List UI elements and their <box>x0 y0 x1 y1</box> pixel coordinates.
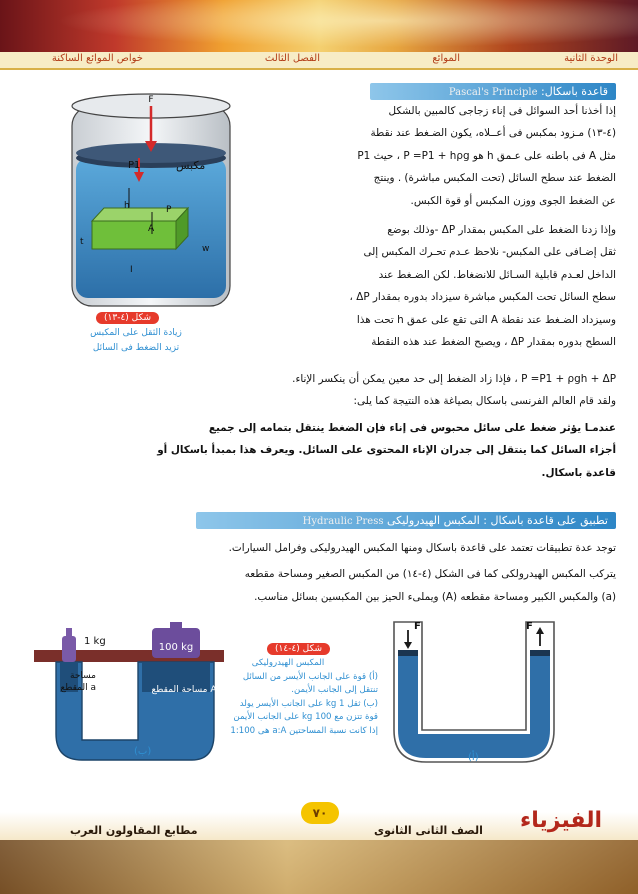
figure-4-14-caption-title: المكبس الهيدروليكى <box>251 658 325 668</box>
section-title-ar: تطبيق على قاعدة باسكال : المكبس الهيدروليكى <box>386 514 608 527</box>
footer-strip <box>0 840 638 894</box>
paragraph-line: الضغط عند سطح السائل (تحت المكبس مباشرة) . وينتج <box>373 172 616 185</box>
figure-4-13-caption-line: تزيد الضغط فى السائل <box>92 343 180 353</box>
figure-hydraulic-b <box>34 622 230 768</box>
label-t: t <box>80 237 84 247</box>
section-title-ar: قاعدة باسكال: <box>541 85 608 98</box>
tag-a: (أ) <box>468 752 479 763</box>
figure-4-14-caption-line: (ب) ثقل 1 kg على الجانب الأيسر يولد <box>239 698 378 709</box>
figure-4-14-caption-line: تنتقل إلى الجانب الأيمن. <box>291 685 378 695</box>
label-P1: P1 <box>128 160 141 171</box>
top-banner-glow <box>0 0 638 52</box>
label-w: w <box>202 244 210 254</box>
label-A: A <box>148 224 155 234</box>
paragraph-line: يتركب المكبس الهيدرولكى كما فى الشكل (٤-١٤) من المكبس الصغير ومساحة مقطعه <box>244 568 616 581</box>
pascal-statement: أجزاء السائل كما ينتقل إلى جدران الإناء المحتوى على السائل. ويعرف هذا بمبدأ باسكال أو <box>157 444 616 457</box>
figure-4-13-caption <box>76 326 196 356</box>
figure-hydraulic-a <box>390 618 558 768</box>
section-title-en: Hydraulic Press <box>302 516 384 527</box>
header-chapter: الفصل الثالث <box>264 53 320 64</box>
header-unit: الوحدة الثانية <box>564 53 618 64</box>
paragraph-line: وسيزداد الضـغط عند نقطة A التى تقع على عمق h تحت هذا <box>356 313 616 326</box>
paragraph-line: وإذا زدنا الضغط على المكبس بمقدار ΔP -وذلك بوضع <box>387 224 616 237</box>
paragraph-line: إذا أخذنا أحد السوائل فى إناء زجاجى كالمبين بالشكل <box>388 105 616 117</box>
section2-paragraph <box>56 537 616 608</box>
page-number: ٧٠ <box>301 802 339 824</box>
paragraph-line: توجد عدة تطبيقات تعتمد على قاعدة باسكال ومنها المكبس الهيدروليكى وفرامل السيارات. <box>228 542 616 554</box>
label-area-small-1: مساحة <box>70 671 96 681</box>
green-block <box>92 208 188 221</box>
paragraph-line: عن الضغط الجوى ووزن المكبس أو قوة الكبس. <box>410 194 616 207</box>
pascal-statement: قاعدة باسكال. <box>541 466 616 479</box>
paragraph-line: (a) والمكبس الكبير ومساحة مقطعه (A) ويملىء الحيز بين المكبسين بسائل مناسب. <box>254 590 616 603</box>
figure-4-13-badge-label: شكل (٤-١٣) <box>96 312 159 324</box>
header-lesson: خواص الموائع الساكنة <box>51 53 143 64</box>
paragraph-line: سطح السائل تحت المكبس مباشرة سيزداد بدوره بمقدار ΔP ، <box>349 291 616 304</box>
label-F-right: F <box>526 621 533 632</box>
paragraph-line: P =P1 + ρgh + ΔP ، فإذا زاد الضغط إلى حد معين يمكن أن ينكسر الإناء. <box>292 373 616 385</box>
label-piston: مكبس <box>176 159 206 172</box>
section1-paragraph-wide <box>56 368 616 484</box>
figure-4-14-caption-line: قوة تتزن مع 100 kg على الجانب الأيمن <box>233 712 378 722</box>
label-F-left: F <box>414 621 421 632</box>
label-F: F <box>148 95 154 105</box>
section-title-hydraulic <box>196 512 616 529</box>
grade-label: الصف الثانى الثانوى <box>374 824 483 837</box>
subject-title: الفيزياء <box>520 808 603 833</box>
label-I: I <box>130 265 133 275</box>
figure-4-14-caption-line: (أ) قوة على الجانب الأيسر من السائل <box>242 671 378 682</box>
figure-4-14-badge-label: شكل (٤-١٤) <box>267 643 330 655</box>
figure-4-14-caption <box>228 657 378 738</box>
figure-pascal-vessel <box>66 86 236 316</box>
section-title-en: Pascal's Principle <box>448 87 538 98</box>
label-area-small-2: المقطع a <box>60 683 96 693</box>
figure-4-14-caption-line: إذا كانت نسبة المساحتين a:A هى 1:100 <box>230 725 378 736</box>
publisher-label: مطابع المقاولون العرب <box>70 824 198 837</box>
tag-b: (ب) <box>134 746 152 757</box>
small-weight <box>62 636 76 662</box>
label-area-big: مساحة المقطع A <box>151 685 217 695</box>
label-100kg: 100 kg <box>158 642 194 653</box>
pascal-statement: عندمـا يؤثر ضغط على سائل محبوس فى إناء فإن الضغط ينتقل بتمامه إلى جميع <box>208 421 616 434</box>
paragraph-line: (٤-١٣) مـزود بمكبس فى أعــلاه، يكون الضـغط عند نقطة <box>370 127 616 140</box>
label-P: P <box>166 205 172 215</box>
paragraph-line: السطح بدوره بمقدار ΔP ، ويصبح الضغط عند هذه النقطة <box>371 336 616 349</box>
paragraph-line: الداخل لعـدم قابلية السـائل للانضغاط. لكن الضـغط عند <box>378 268 616 281</box>
figure-4-13-badge <box>96 305 159 324</box>
section1-paragraph-narrow <box>276 100 616 353</box>
figure-4-14-badge <box>267 636 330 655</box>
label-h: h <box>124 201 130 211</box>
figure-4-13-caption-line: زيادة الثقل على المكبس <box>90 328 182 338</box>
header-topic: الموائع <box>432 53 460 64</box>
paragraph-line: مثل A فى باطنه على عـمق h هو P =P1 + hρg ، حيث P1 <box>357 149 616 162</box>
section-title-pascal <box>370 83 616 100</box>
paragraph-line: ولقد قام العالم الفرنسى باسكال بصياغة هذه النتيجة كما يلى: <box>353 395 616 408</box>
label-1kg: 1 kg <box>84 636 106 647</box>
paragraph-line: ثقل إضـافى على المكبس- نلاحظ عـدم تحـرك المكبس إلى <box>363 246 616 259</box>
